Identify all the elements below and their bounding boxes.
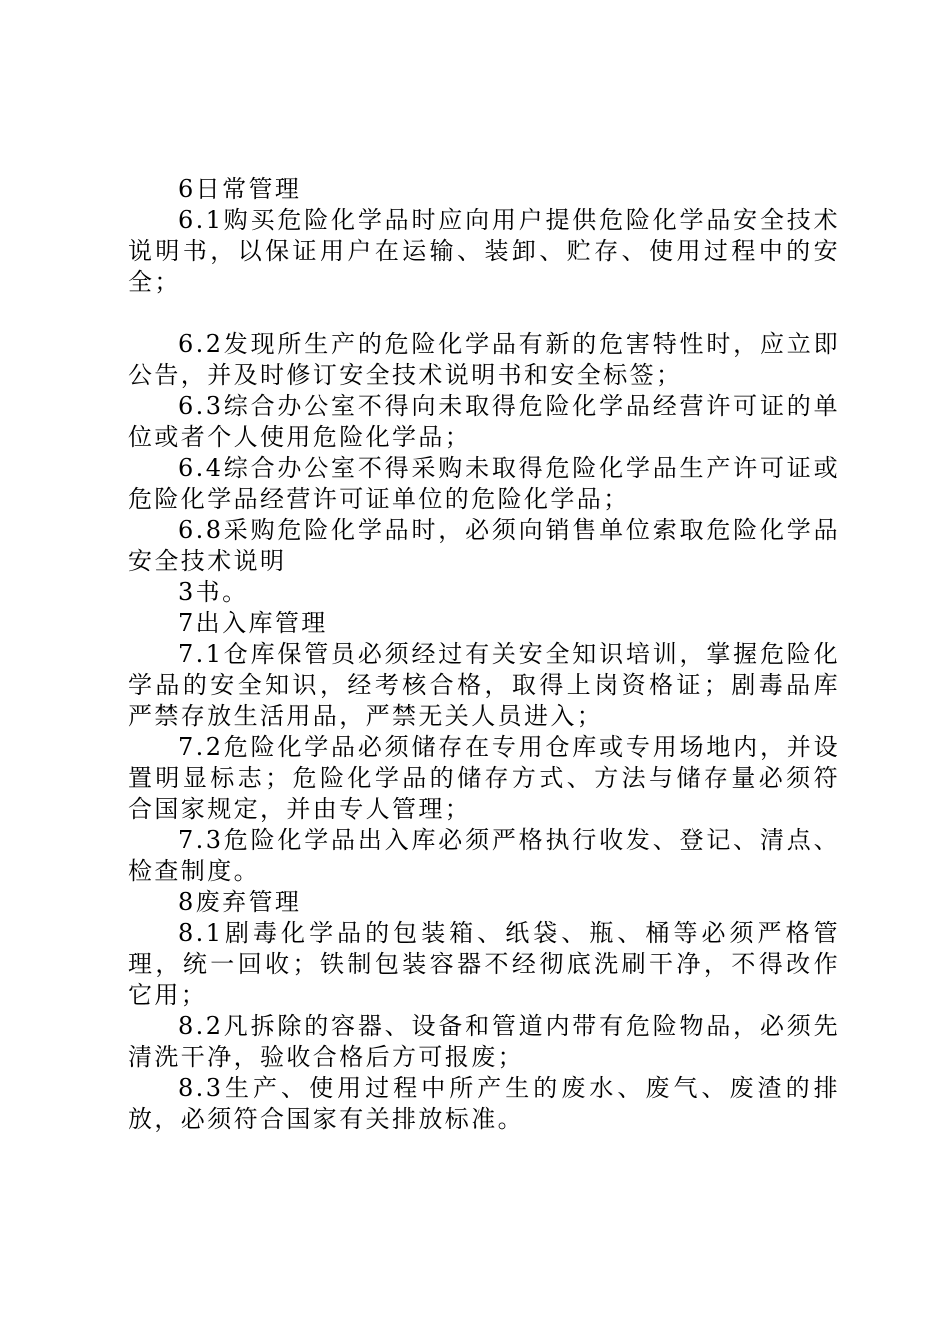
paragraph-7-1: 7.1仓库保管员必须经过有关安全知识培训，掌握危险化学品的安全知识，经考核合格，取得上岗资格证；剧毒品库严禁存放生活用品，严禁无关人员进入；: [128, 640, 840, 730]
paragraph-8-1: 8.1剧毒化学品的包装箱、纸袋、瓶、桶等必须严格管理，统一回收；铁制包装容器不经彻底洗刷干净，不得改作它用；: [128, 919, 840, 1009]
section-heading-6: 6日常管理: [178, 175, 302, 203]
document-body: [128, 174, 840, 1135]
section-heading-8: 8废弃管理: [178, 888, 302, 916]
paragraph-7-2: 7.2危险化学品必须储存在专用仓库或专用场地内，并设置明显标志；危险化学品的储存方式、方法与储存量必须符合国家规定，并由专人管理；: [128, 733, 840, 823]
paragraph-6-3: 6.3综合办公室不得向未取得危险化学品经营许可证的单位或者个人使用危险化学品；: [128, 392, 840, 451]
paragraph-8-3: 8.3生产、使用过程中所产生的废水、废气、废渣的排放，必须符合国家有关排放标准。: [128, 1074, 840, 1133]
section-heading-7: 7出入库管理: [178, 609, 328, 637]
paragraph-6-8: 6.8采购危险化学品时，必须向销售单位索取危险化学品安全技术说明: [128, 516, 840, 575]
paragraph-7-3: 7.3危险化学品出入库必须严格执行收发、登记、清点、检查制度。: [128, 826, 840, 885]
paragraph-6-4: 6.4综合办公室不得采购未取得危险化学品生产许可证或危险化学品经营许可证单位的危险化学品；: [128, 454, 840, 513]
paragraph-fragment: 3书。: [178, 578, 249, 606]
paragraph-8-2: 8.2凡拆除的容器、设备和管道内带有危险物品，必须先清洗干净，验收合格后方可报废；: [128, 1012, 840, 1071]
paragraph-6-1: 6.1购买危险化学品时应向用户提供危险化学品安全技术说明书，以保证用户在运输、装卸、贮存、使用过程中的安全；: [128, 206, 840, 296]
paragraph-6-2: 6.2发现所生产的危险化学品有新的危害特性时，应立即公告，并及时修订安全技术说明书和安全标签；: [128, 330, 840, 389]
blank-line: [128, 298, 840, 329]
